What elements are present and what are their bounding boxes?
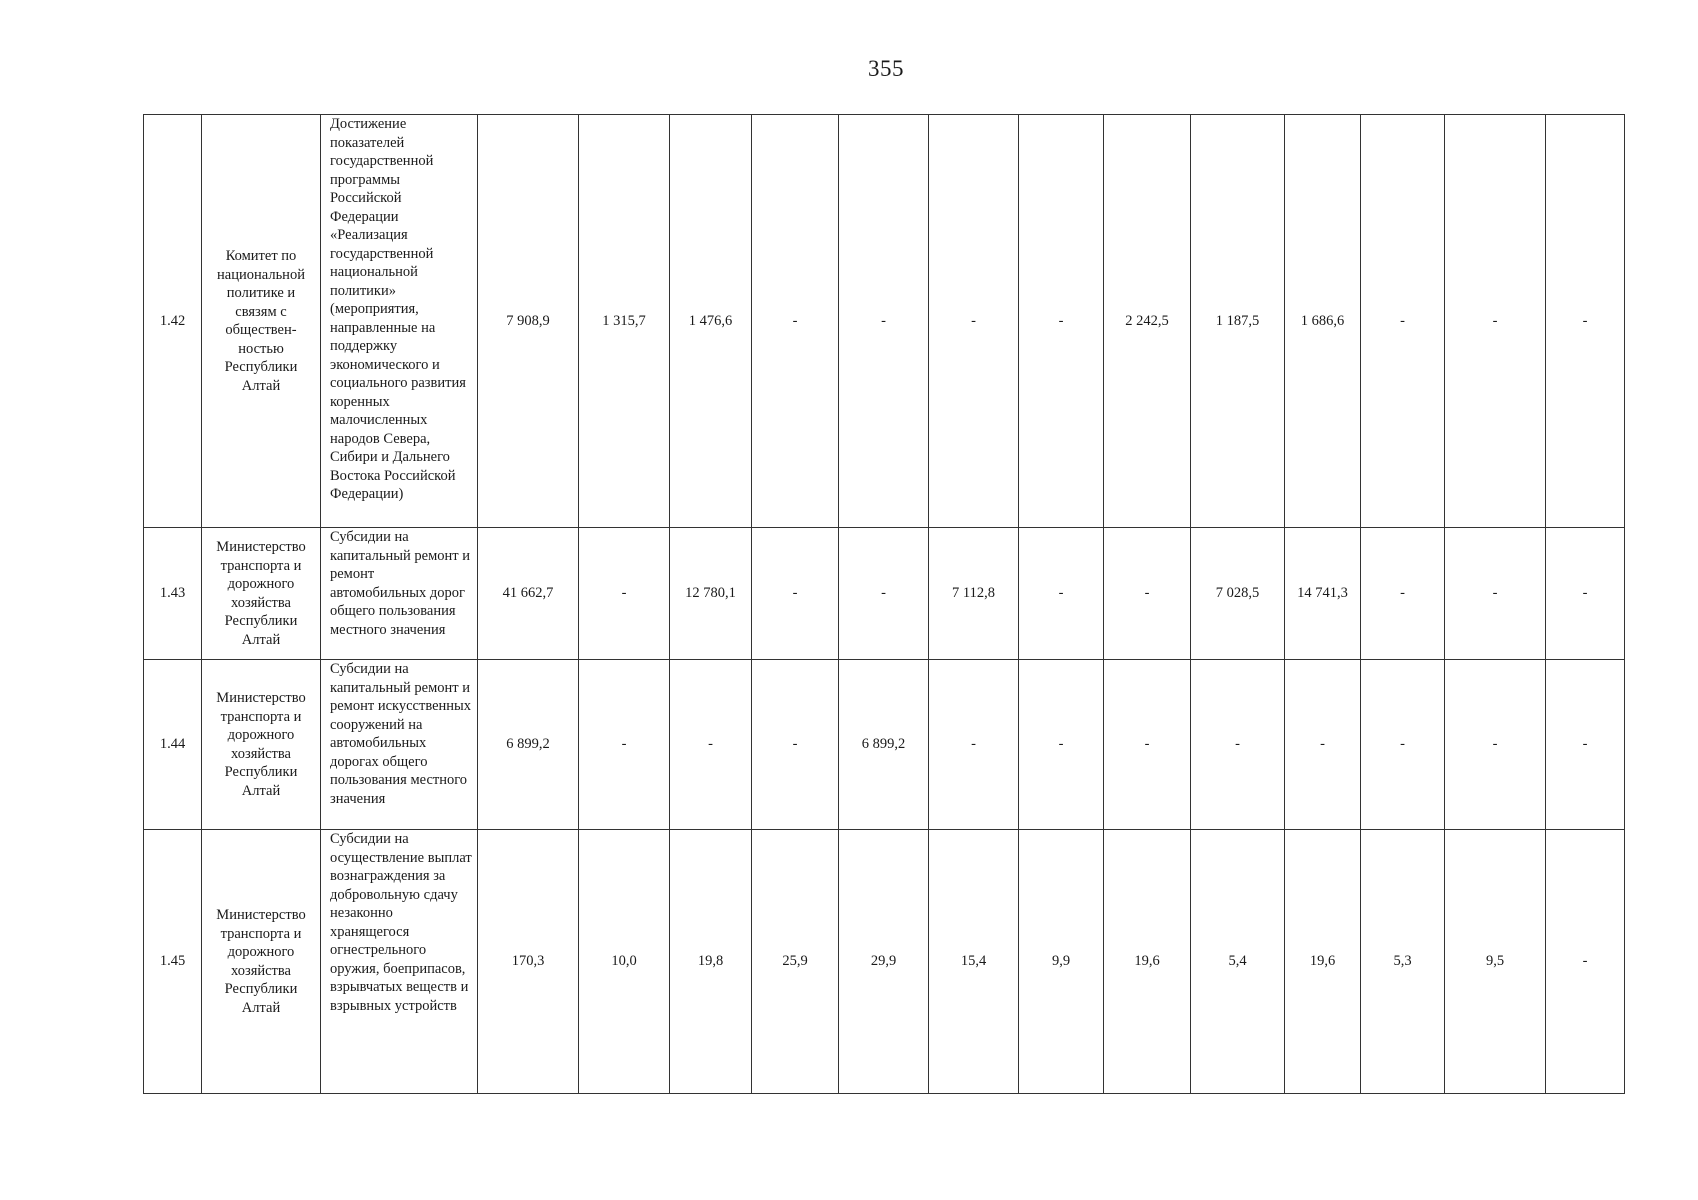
value-cell: - (1546, 115, 1625, 528)
value-cell: - (1445, 528, 1546, 660)
value-cell: 1 315,7 (579, 115, 670, 528)
value-cell: - (929, 115, 1019, 528)
page-number: 355 (868, 56, 904, 81)
table-row (144, 528, 1625, 660)
value-cell: - (1019, 660, 1104, 830)
value-cell: - (1445, 115, 1546, 528)
row-number: 1.43 (144, 528, 202, 660)
budget-table (143, 114, 1625, 1094)
value-cell: 6 899,2 (478, 660, 579, 830)
value-cell: - (752, 660, 839, 830)
value-cell: - (1019, 528, 1104, 660)
row-number: 1.45 (144, 830, 202, 1094)
organization-cell: Министерство транспорта и дорожного хозяйства Республики Алтай (202, 528, 321, 660)
value-cell: - (670, 660, 752, 830)
value-cell: - (1445, 660, 1546, 830)
value-cell: 19,6 (1285, 830, 1361, 1094)
value-cell: 10,0 (579, 830, 670, 1094)
value-cell: 6 899,2 (839, 660, 929, 830)
value-cell: - (839, 115, 929, 528)
value-cell: - (1104, 528, 1191, 660)
value-cell: - (1546, 528, 1625, 660)
organization-cell: Комитет по национальной политике и связям с обществен-ностью Республики Алтай (202, 115, 321, 528)
value-cell: - (1285, 660, 1361, 830)
value-cell: - (1361, 528, 1445, 660)
value-cell: - (1104, 660, 1191, 830)
value-cell: - (839, 528, 929, 660)
row-number: 1.44 (144, 660, 202, 830)
value-cell: 9,9 (1019, 830, 1104, 1094)
table-row (144, 660, 1625, 830)
value-cell: - (1546, 830, 1625, 1094)
value-cell: 2 242,5 (1104, 115, 1191, 528)
value-cell: 14 741,3 (1285, 528, 1361, 660)
value-cell: - (752, 115, 839, 528)
value-cell: 19,6 (1104, 830, 1191, 1094)
value-cell: 29,9 (839, 830, 929, 1094)
row-number: 1.42 (144, 115, 202, 528)
description-cell: Достижение показателей государственной программы Российской Федерации «Реализация государственной национальной политики» (мероприятия, направленные на поддержку экономического и социального развития коренных малочисленных народов Севера, Сибири и Дальнего Востока Российской Федерации) (321, 115, 478, 528)
value-cell: 170,3 (478, 830, 579, 1094)
description-cell: Субсидии на капитальный ремонт и ремонт автомобильных дорог общего пользования местного значения (321, 528, 478, 660)
value-cell: - (752, 528, 839, 660)
value-cell: - (579, 528, 670, 660)
description-cell: Субсидии на капитальный ремонт и ремонт искусственных сооружений на автомобильных дорогах общего пользования местного значения (321, 660, 478, 830)
value-cell: 1 187,5 (1191, 115, 1285, 528)
value-cell: - (1019, 115, 1104, 528)
value-cell: 41 662,7 (478, 528, 579, 660)
value-cell: 7 908,9 (478, 115, 579, 528)
value-cell: 7 112,8 (929, 528, 1019, 660)
table-row (144, 830, 1625, 1094)
value-cell: 1 476,6 (670, 115, 752, 528)
description-cell: Субсидии на осуществление выплат вознаграждения за добровольную сдачу незаконно хранящегося огнестрельного оружия, боеприпасов, взрывчатых веществ и взрывных устройств (321, 830, 478, 1094)
value-cell: 25,9 (752, 830, 839, 1094)
value-cell: 15,4 (929, 830, 1019, 1094)
value-cell: 5,4 (1191, 830, 1285, 1094)
organization-cell: Министерство транспорта и дорожного хозяйства Республики Алтай (202, 660, 321, 830)
value-cell: - (1361, 660, 1445, 830)
value-cell: 5,3 (1361, 830, 1445, 1094)
table-row (144, 115, 1625, 528)
value-cell: - (579, 660, 670, 830)
value-cell: 12 780,1 (670, 528, 752, 660)
value-cell: - (1361, 115, 1445, 528)
value-cell: - (929, 660, 1019, 830)
value-cell: 1 686,6 (1285, 115, 1361, 528)
value-cell: 9,5 (1445, 830, 1546, 1094)
value-cell: - (1546, 660, 1625, 830)
organization-cell: Министерство транспорта и дорожного хозяйства Республики Алтай (202, 830, 321, 1094)
value-cell: 7 028,5 (1191, 528, 1285, 660)
value-cell: - (1191, 660, 1285, 830)
value-cell: 19,8 (670, 830, 752, 1094)
